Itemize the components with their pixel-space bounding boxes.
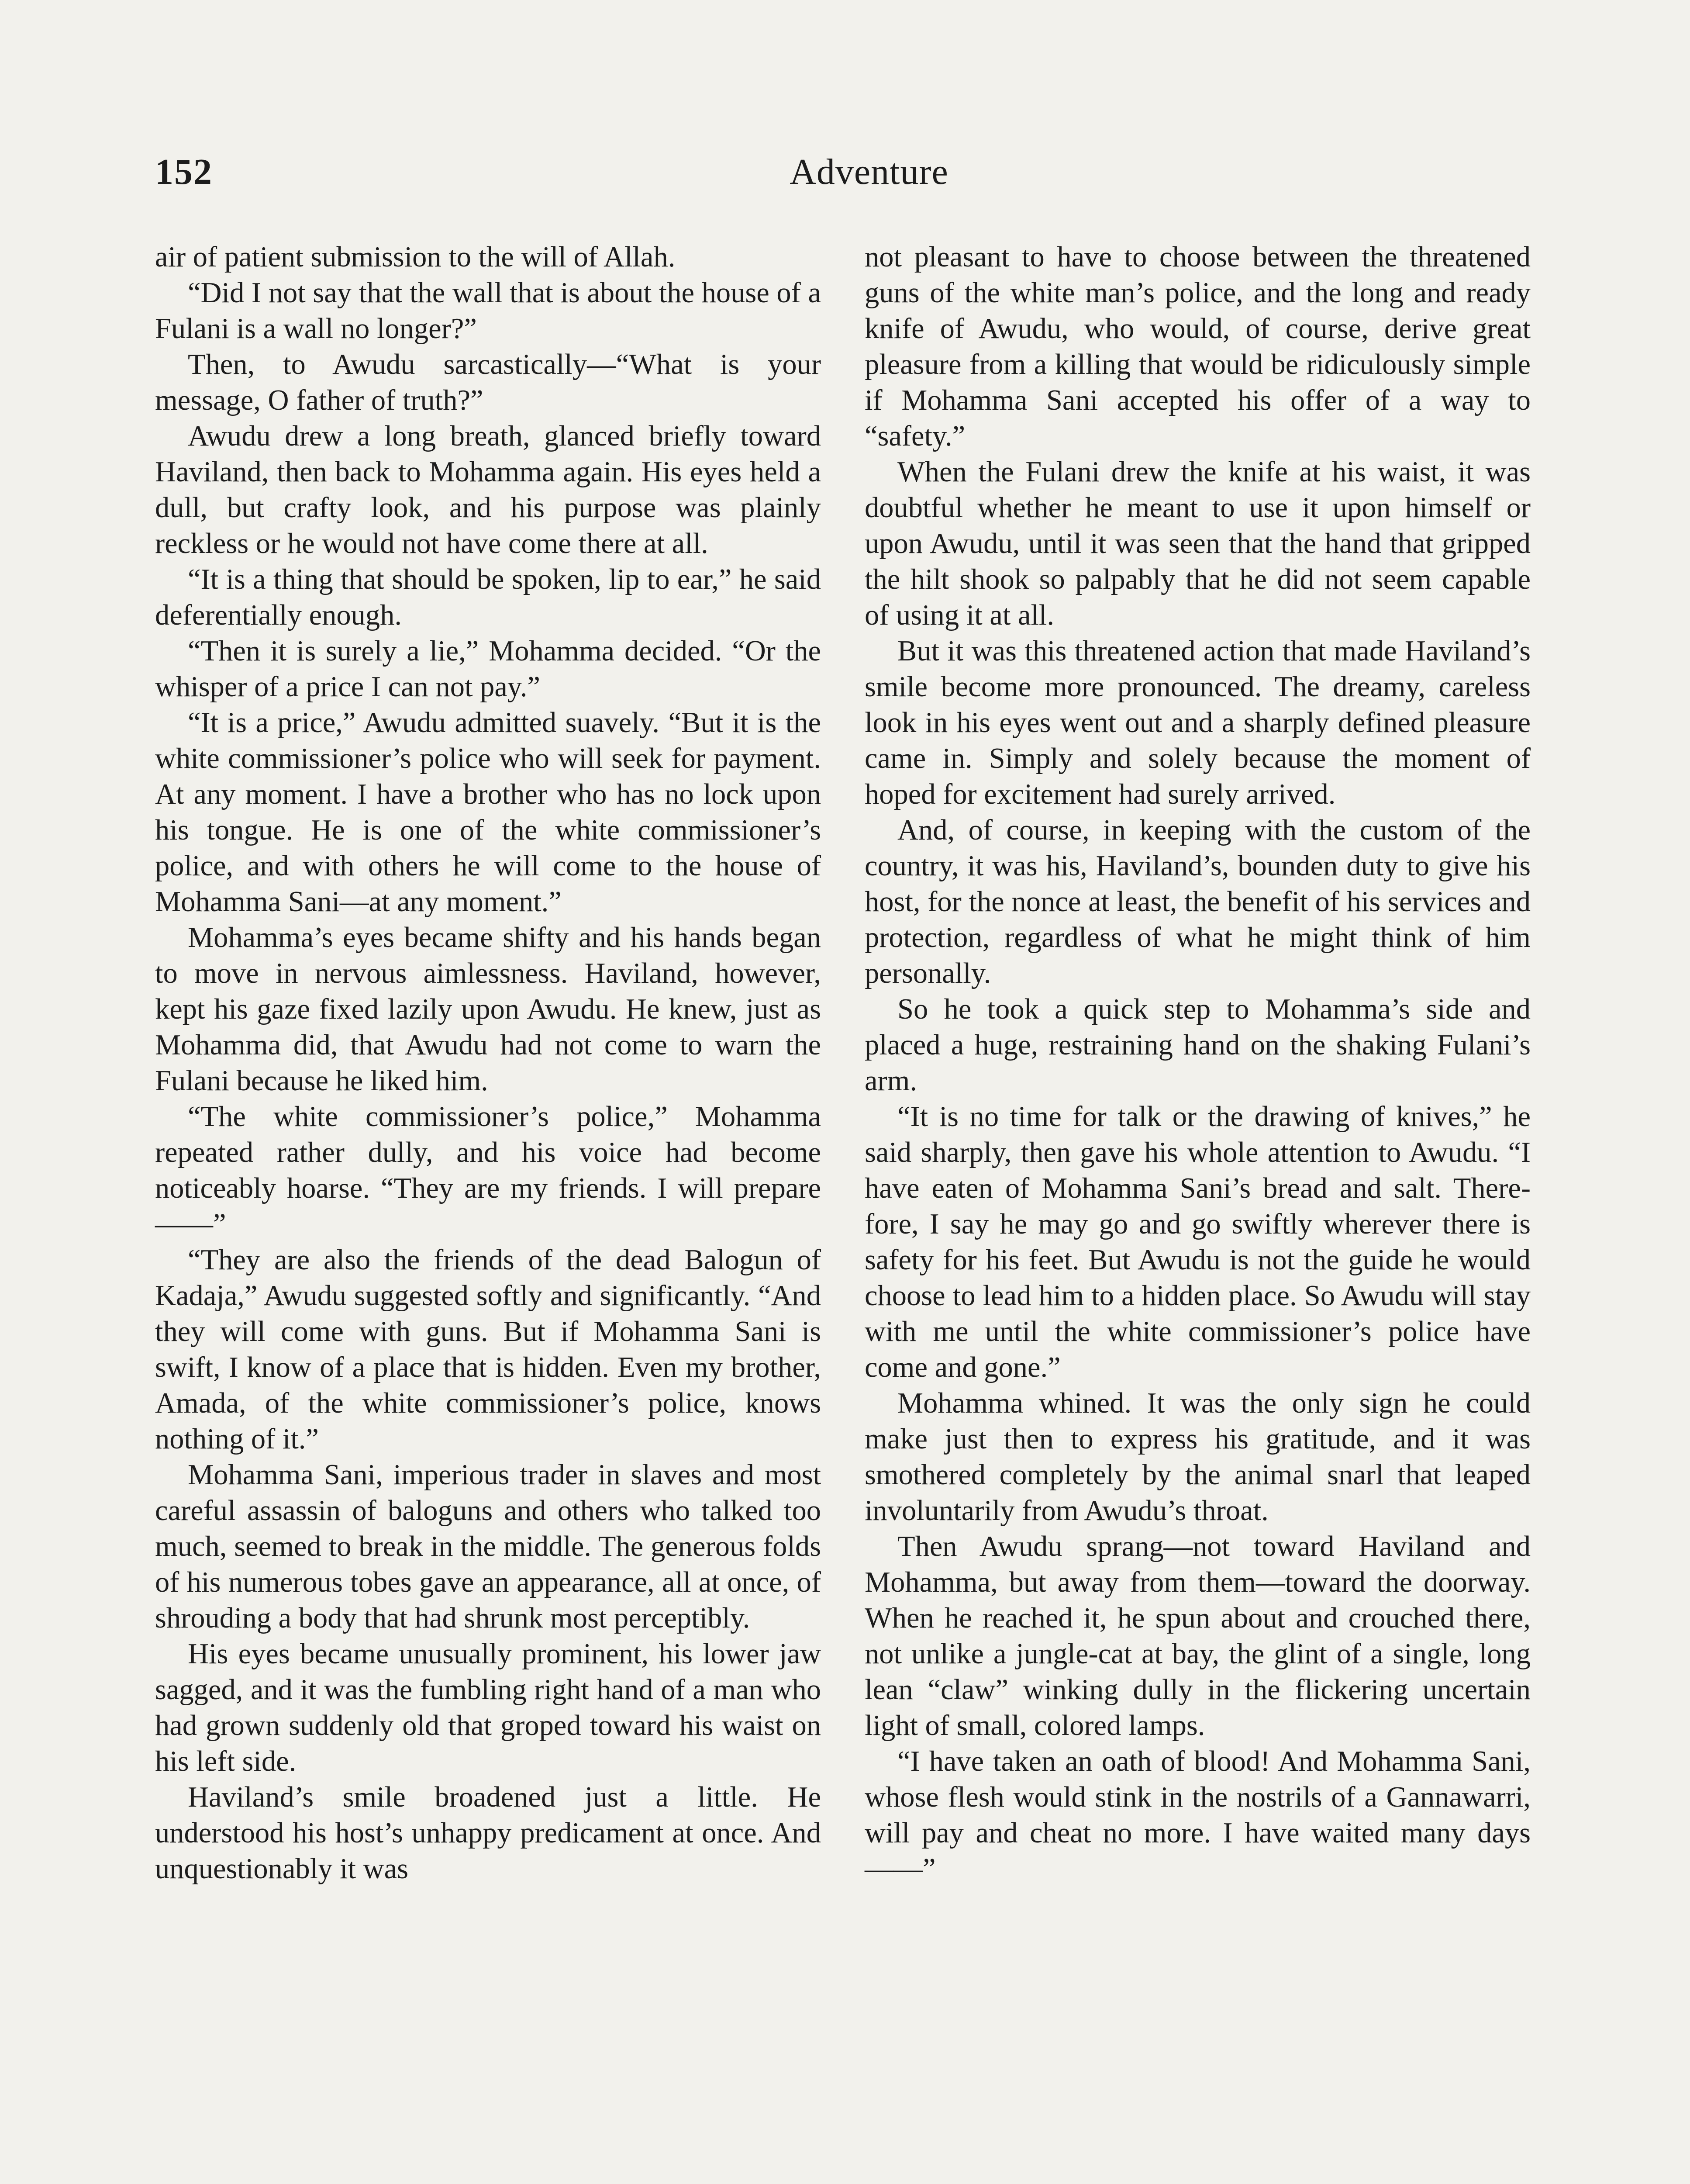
paragraph: Mohamma whined. It was the only sign he could make just then to express his gratitude, and it was smothered completely by the animal snarl that leaped involuntarily from Awudu’s throat. <box>865 1387 1531 1527</box>
paragraph: “I have taken an oath of blood! And Mohamma Sani, whose flesh would stink in the nostrils of a Gannawarri, will pay and cheat no more. I have waited many days——” <box>865 1745 1531 1885</box>
paragraph: “The white commissioner’s police,” Mohamma repeated rather dully, and his voice had become noticeably hoarse. “They are my friends. I will prepare——” <box>155 1101 821 1240</box>
paragraph: Mohamma’s eyes became shifty and his hands began to move in nervous aimlessness. Haviland, however, kept his gaze fixed lazily upon Awudu. He knew, just as Mohamma did, that Awudu had not come to warn the Fulani because he liked him. <box>155 922 821 1097</box>
paragraph: His eyes became unusually prominent, his lower jaw sagged, and it was the fumbling right hand of a man who had grown suddenly old that groped toward his waist on his left side. <box>155 1638 821 1777</box>
paragraph: air of patient submission to the will of Allah. <box>155 241 676 273</box>
paragraph: Awudu drew a long breath, glanced briefly toward Haviland, then back to Mohamma again. His eyes held a dull, but crafty look, and his purpose was plainly reckless or he would not have come there at all. <box>155 420 821 560</box>
paragraph: “It is no time for talk or the drawing of knives,” he said sharply, then gave his whole attention to Awudu. “I have eaten of Mohamma Sani’s bread and salt. Therefore, I say he may go and go swiftly wherever there is safety for his feet. But Awudu is not the guide he would choose to lead him to a hidden place. So Awudu will stay with me until the white commissioner’s police have come and gone.” <box>865 1101 1531 1383</box>
page-header <box>155 151 1531 212</box>
paragraph: “Did I not say that the wall that is about the house of a Fulani is a wall no longer?” <box>155 277 821 345</box>
right-column <box>865 239 1531 1887</box>
paragraph: Mohamma Sani, imperious trader in slaves and most careful assassin of baloguns and others who talked too much, seemed to break in the middle. The generous folds of his numerous tobes gave an appearance, all at once, of shrouding a body that had shrunk most perceptibly. <box>155 1459 821 1634</box>
running-head: Adventure <box>790 152 948 192</box>
paragraph: “It is a thing that should be spoken, lip to ear,” he said deferentially enough. <box>155 563 821 631</box>
paragraph: Haviland’s smile broadened just a little. He understood his host’s unhappy predicament at once. And unquestionably it was <box>155 1781 821 1885</box>
paragraph: not pleasant to have to choose between the threatened guns of the white man’s police, and the long and ready knife of Awudu, who would, of course, derive great pleasure from a killing that would be ridiculously simple if Mohamma Sani accepted his offer of a way to “safety.” <box>865 241 1531 452</box>
paragraph: So he took a quick step to Mohamma’s side and placed a huge, restraining hand on the shaking Fulani’s arm. <box>865 993 1531 1097</box>
left-column <box>155 239 821 1887</box>
paragraph: “It is a price,” Awudu admitted suavely. “But it is the white commissioner’s police who will seek for payment. At any moment. I have a brother who has no lock upon his tongue. He is one of the white commissioner’s police, and with others he will come to the house of Mohamma Sani—at any moment.” <box>155 707 821 918</box>
page-number: 152 <box>155 152 213 192</box>
paragraph: “They are also the friends of the dead Balogun of Kadaja,” Awudu suggested softly and significantly. “And they will come with guns. But if Mohamma Sani is swift, I know of a place that is hidden. Even my brother, Amada, of the white commissioner’s police, knows nothing of it.” <box>155 1244 821 1455</box>
paragraph: Then, to Awudu sarcastically—“What is your message, O father of truth?” <box>155 349 821 416</box>
paragraph: But it was this threatened action that made Haviland’s smile become more pronounced. The dreamy, careless look in his eyes went out and a sharply defined pleasure came in. Simply and solely because the moment of hoped for excitement had surely arrived. <box>865 635 1531 810</box>
paragraph: When the Fulani drew the knife at his waist, it was doubtful whether he meant to use it upon himself or upon Awudu, until it was seen that the hand that gripped the hilt shook so palpably that he did not seem capable of using it at all. <box>865 456 1531 631</box>
paragraph: Then Awudu sprang—not toward Haviland and Mohamma, but away from them—toward the doorway. When he reached it, he spun about and crouched there, not unlike a jungle-cat at bay, the glint of a single, long lean “claw” winking dully in the flickering uncertain light of small, colored lamps. <box>865 1531 1531 1742</box>
paragraph: And, of course, in keeping with the custom of the country, it was his, Haviland’s, bounden duty to give his host, for the nonce at least, the benefit of his services and protection, regardless of what he might think of him personally. <box>865 814 1531 989</box>
paragraph: “Then it is surely a lie,” Mohamma decided. “Or the whisper of a price I can not pay.” <box>155 635 821 703</box>
